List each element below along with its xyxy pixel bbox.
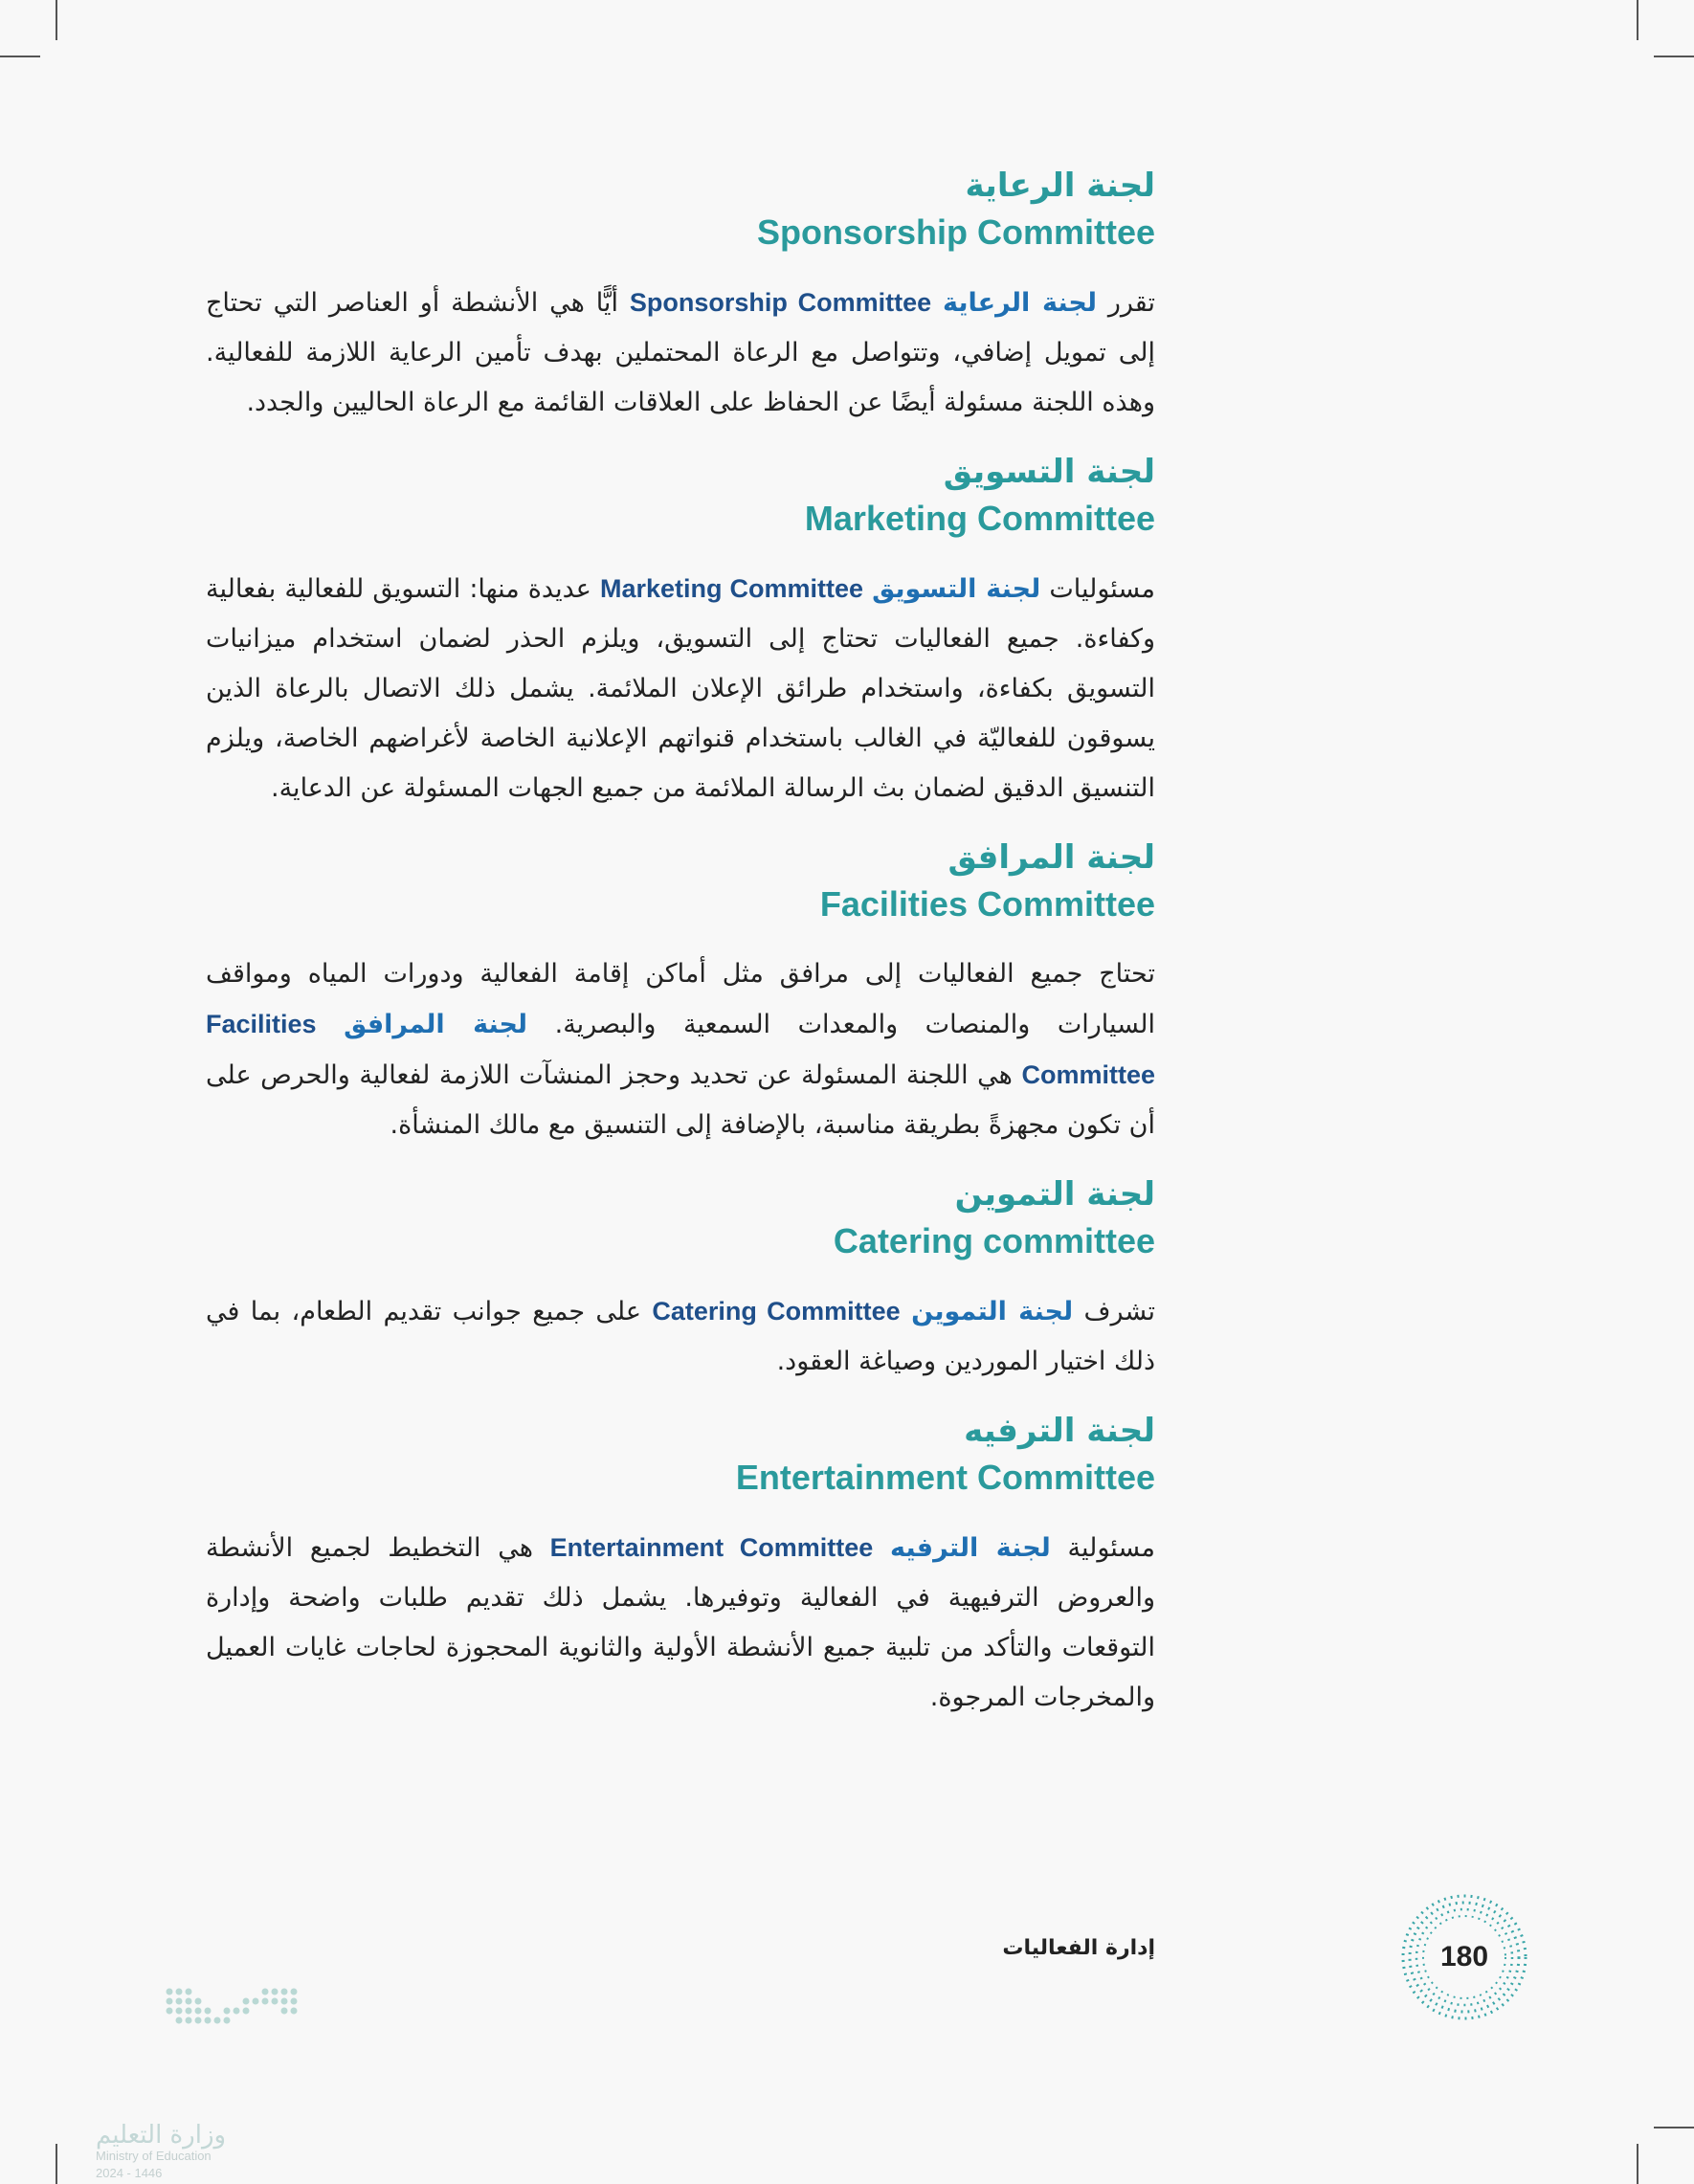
- para-text: أيًّا هي الأنشطة أو العناصر التي تحتاج إلى تمويل إضافي، وتتواصل مع الرعاة المحتملين بهدف تأمين الرعاية اللازمة للفعالية. وهذه اللجنة مسئولة أيضًا عن الحفاظ على العلاقات القائمة مع الرعاة الحاليين والجدد.: [206, 288, 1155, 417]
- para-text: هي اللجنة المسئولة عن تحديد وحجز المنشآت اللازمة لفعالية والحرص على أن تكون مجهزةً بطريقة مناسبة، بالإضافة إلى التنسيق مع مالك المنشأة.: [206, 1060, 1155, 1140]
- page-number-badge: [1397, 1890, 1531, 2024]
- keyword-ar: لجنة المرافق: [344, 1010, 528, 1039]
- keyword-ar: لجنة التسويق: [872, 574, 1041, 604]
- crop-mark: [56, 2144, 57, 2184]
- para-text: مسئوليات: [1040, 574, 1155, 604]
- section-heading-en: Sponsorship Committee: [756, 212, 1155, 252]
- section-heading-ar: لجنة التسويق: [943, 453, 1155, 491]
- section-marketing: [206, 449, 1155, 813]
- section-heading-ar: لجنة الترفيه: [964, 1412, 1155, 1450]
- para-text: تحتاج جميع الفعاليات إلى مرافق مثل أماكن إقامة الفعالية ودورات المياه ومواقف السيارات والمنصات والمعدات السمعية والبصرية.: [206, 959, 1155, 1039]
- crop-mark: [1654, 56, 1694, 57]
- crop-mark: [56, 0, 57, 40]
- keyword-en: Entertainment Committee: [549, 1533, 874, 1562]
- section-heading-ar: لجنة الرعاية: [965, 167, 1155, 205]
- para-text: مسئولية: [1050, 1533, 1155, 1563]
- section-paragraph: [206, 1286, 1155, 1387]
- section-paragraph: [206, 949, 1155, 1150]
- keyword-en: Marketing Committee: [599, 574, 863, 603]
- section-paragraph: [206, 1523, 1155, 1723]
- ministry-name-ar: وزارة التعليم: [96, 2121, 227, 2150]
- section-heading-ar: لجنة المرافق: [947, 838, 1155, 877]
- keyword-en: Catering Committee: [652, 1297, 901, 1326]
- page-content: [206, 163, 1155, 1744]
- crop-mark: [0, 56, 40, 57]
- para-text: تشرف: [1073, 1297, 1156, 1326]
- section-heading-en: Facilities Committee: [819, 884, 1155, 924]
- section-sponsorship: [206, 163, 1155, 428]
- para-text: تقرر: [1097, 288, 1155, 318]
- crop-mark: [1654, 2127, 1694, 2128]
- section-heading-ar: لجنة التموين: [954, 1175, 1155, 1214]
- section-paragraph: [206, 278, 1155, 428]
- section-paragraph: [206, 564, 1155, 813]
- keyword-ar: لجنة الرعاية: [943, 288, 1097, 318]
- page-number: 180: [1439, 1941, 1489, 1972]
- keyword-ar: لجنة الترفيه: [890, 1533, 1051, 1563]
- section-entertainment: [206, 1408, 1155, 1723]
- ministry-name-en: Ministry of Education: [96, 2149, 212, 2163]
- ministry-year: 2024 - 1446: [96, 2166, 163, 2180]
- section-heading-en: Marketing Committee: [804, 499, 1155, 538]
- section-catering: [206, 1171, 1155, 1387]
- keyword-en: Sponsorship Committee: [629, 288, 932, 317]
- section-heading-en: Catering committee: [833, 1221, 1155, 1260]
- keyword-ar: لجنة التموين: [911, 1297, 1074, 1326]
- book-title: إدارة الفعاليات: [1002, 1936, 1155, 1960]
- para-text: على جميع جوانب تقديم الطعام، بما في ذلك اختيار الموردين وصياغة العقود.: [206, 1297, 1155, 1376]
- crop-mark: [1637, 0, 1638, 40]
- para-text: عديدة منها: التسويق للفعالية بفعالية وكفاءة. جميع الفعاليات تحتاج إلى التسويق، ويلزم الحذر لضمان استخدام ميزانيات التسويق بكفاءة، واستخدام طرائق الإعلان الملائمة. يشمل ذلك الاتصال بالرعاة الذين يسوقون للفعاليّة في الغالب باستخدام قنواتهم الإعلانية الخاصة لأغراضهم الخاصة، ويلزم التنسيق الدقيق لضمان بث الرسالة الملائمة من جميع الجهات المسئولة عن الدعاية.: [206, 574, 1155, 803]
- para-text: هي التخطيط لجميع الأنشطة والعروض الترفيهية في الفعالية وتوفيرها. يشمل ذلك تقديم طلبات واضحة وإدارة التوقعات والتأكد من تلبية جميع الأنشطة الأولية والثانوية المحجوزة لحاجات غايات العميل والمخرجات المرجوة.: [206, 1533, 1155, 1712]
- section-facilities: [206, 835, 1155, 1150]
- crop-mark: [1637, 2144, 1638, 2184]
- keyword-en: Facilities Committee: [206, 1010, 1155, 1089]
- section-heading-en: Entertainment Committee: [735, 1458, 1155, 1497]
